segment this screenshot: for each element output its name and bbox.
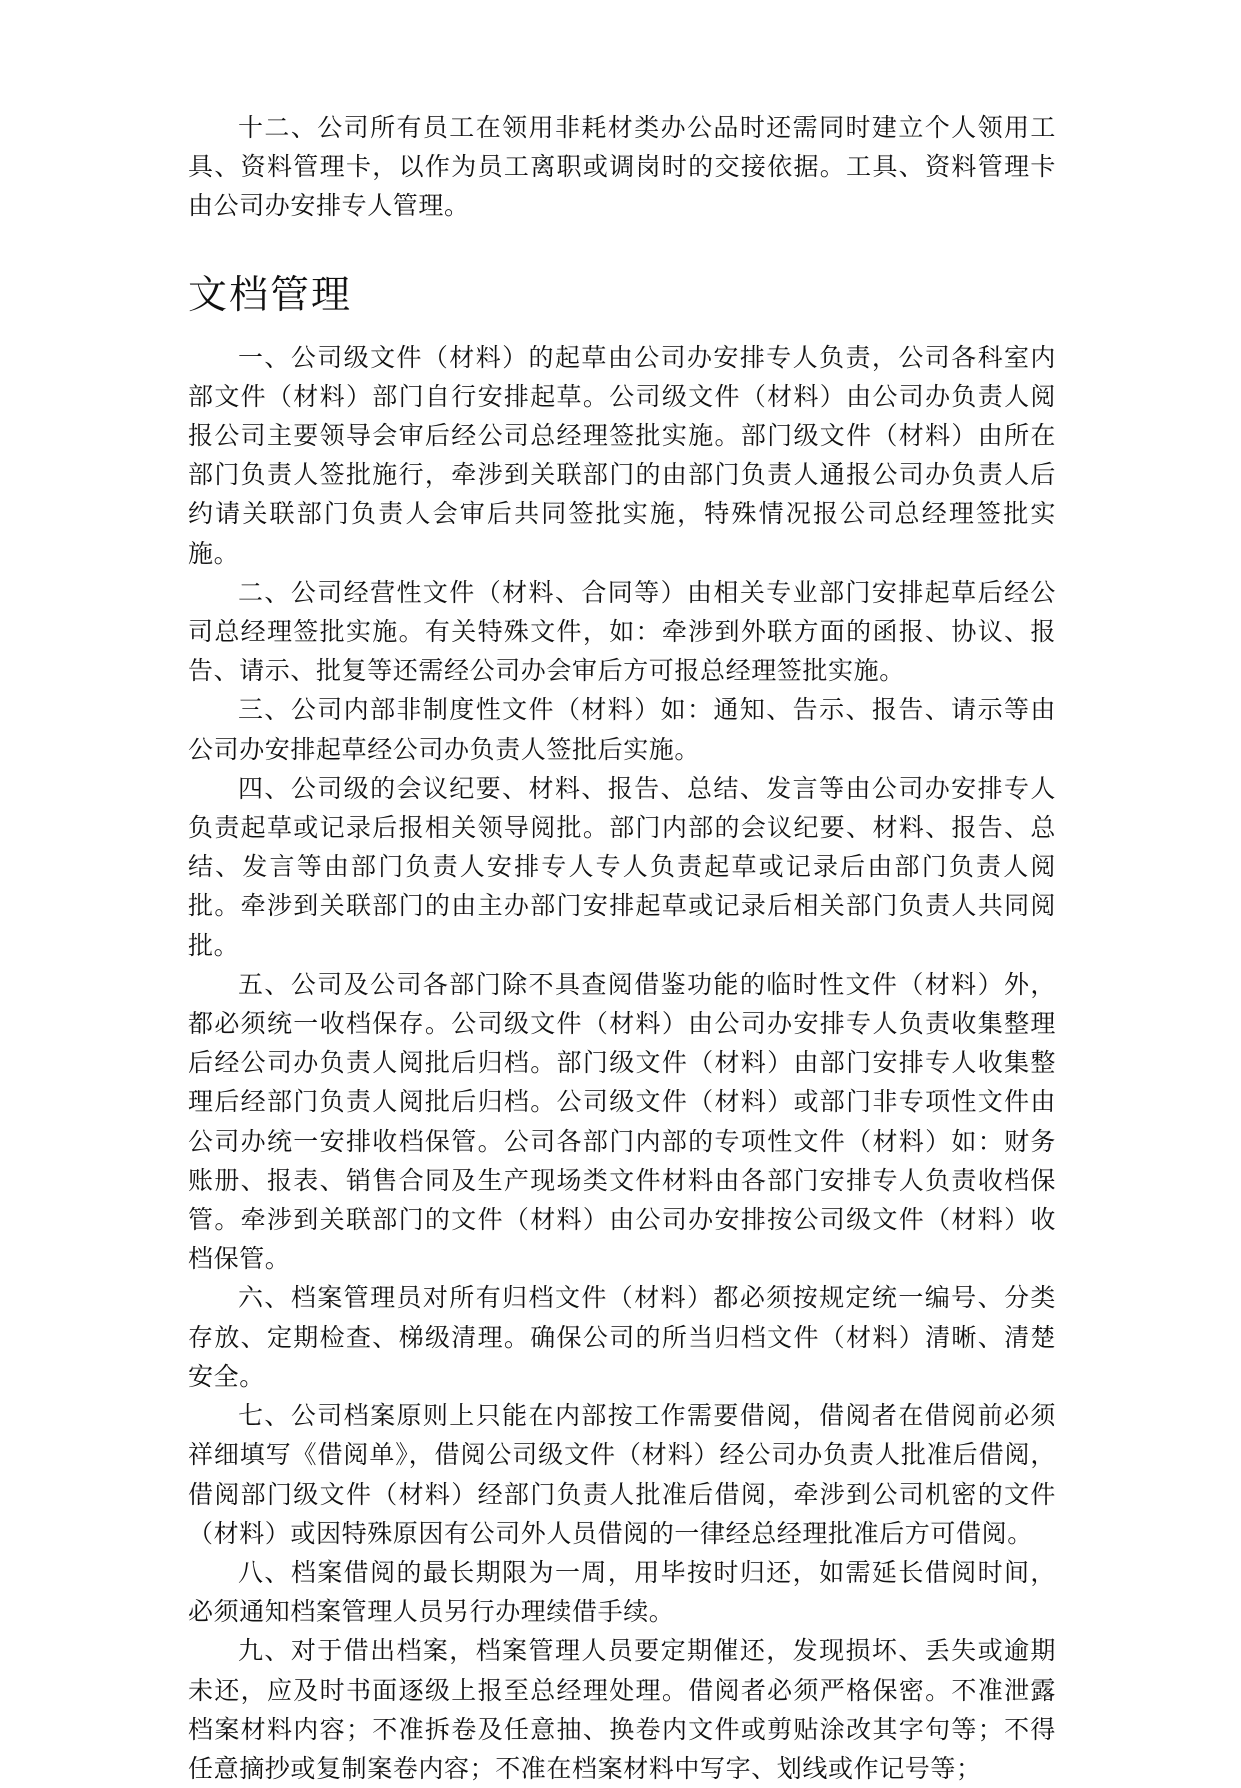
paragraph-5: 五、公司及公司各部门除不具查阅借鉴功能的临时性文件（材料）外，都必须统一收档保存。公司级文件（材料）由公司办安排专人负责收集整理后经公司办负责人阅批后归档。部门级文件（材料）由部门安排专人收集整理后经部门负责人阅批后归档。公司级文件（材料）或部门非专项性文件由公司办统一安排收档保管。公司各部门内部的专项性文件（材料）如：财务账册、报表、销售合同及生产现场类文件材料由各部门安排专人负责收档保管。牵涉到关联部门的文件（材料）由公司办安排按公司级文件（材料）收档保管。 [188, 969, 1056, 1274]
paragraph-8: 八、档案借阅的最长期限为一周，用毕按时归还，如需延长借阅时间，必须通知档案管理人员另行办理续借手续。 [188, 1557, 1056, 1627]
paragraph-2: 二、公司经营性文件（材料、合同等）由相关专业部门安排起草后经公司总经理签批实施。有关特殊文件，如：牵涉到外联方面的函报、协议、报告、请示、批复等还需经公司办会审后方可报总经理签批实施。 [188, 577, 1056, 686]
section-heading: 文档管理 [188, 272, 353, 318]
paragraph-6: 六、档案管理员对所有归档文件（材料）都必须按规定统一编号、分类存放、定期检查、梯级清理。确保公司的所当归档文件（材料）清晰、清楚安全。 [188, 1283, 1056, 1391]
paragraph-9: 九、对于借出档案，档案管理人员要定期催还，发现损坏、丢失或逾期未还，应及时书面逐级上报至总经理处理。借阅者必须严格保密。不准泄露档案材料内容；不准拆卷及任意抽、换卷内文件或剪贴涂改其字句等；不得任意摘抄或复制案卷内容；不准在档案材料中写字、划线或作记号等； [188, 1636, 1056, 1783]
intro-paragraph: 十二、公司所有员工在领用非耗材类办公品时还需同时建立个人领用工具、资料管理卡，以作为员工离职或调岗时的交接依据。工具、资料管理卡由公司办安排专人管理。 [188, 113, 1056, 221]
paragraph-1: 一、公司级文件（材料）的起草由公司办安排专人负责，公司各科室内部文件（材料）部门自行安排起草。公司级文件（材料）由公司办负责人阅报公司主要领导会审后经公司总经理签批实施。部门级文件（材料）由所在部门负责人签批施行，牵涉到关联部门的由部门负责人通报公司办负责人后约请关联部门负责人会审后共同签批实施，特殊情况报公司总经理签批实施。 [188, 342, 1056, 568]
paragraph-4: 四、公司级的会议纪要、材料、报告、总结、发言等由公司办安排专人负责起草或记录后报相关领导阅批。部门内部的会议纪要、材料、报告、总结、发言等由部门负责人安排专人专人负责起草或记录后由部门负责人阅批。牵涉到关联部门的由主办部门安排起草或记录后相关部门负责人共同阅批。 [188, 773, 1056, 960]
paragraph-3: 三、公司内部非制度性文件（材料）如：通知、告示、报告、请示等由公司办安排起草经公司办负责人签批后实施。 [188, 695, 1056, 764]
paragraph-7: 七、公司档案原则上只能在内部按工作需要借阅，借阅者在借阅前必须祥细填写《借阅单》，借阅公司级文件（材料）经公司办负责人批准后借阅，借阅部门级文件（材料）经部门负责人批准后借阅，牵涉到公司机密的文件（材料）或因特殊原因有公司外人员借阅的一律经总经理批准后方可借阅。 [188, 1401, 1056, 1548]
document-page [188, 108, 1056, 1788]
